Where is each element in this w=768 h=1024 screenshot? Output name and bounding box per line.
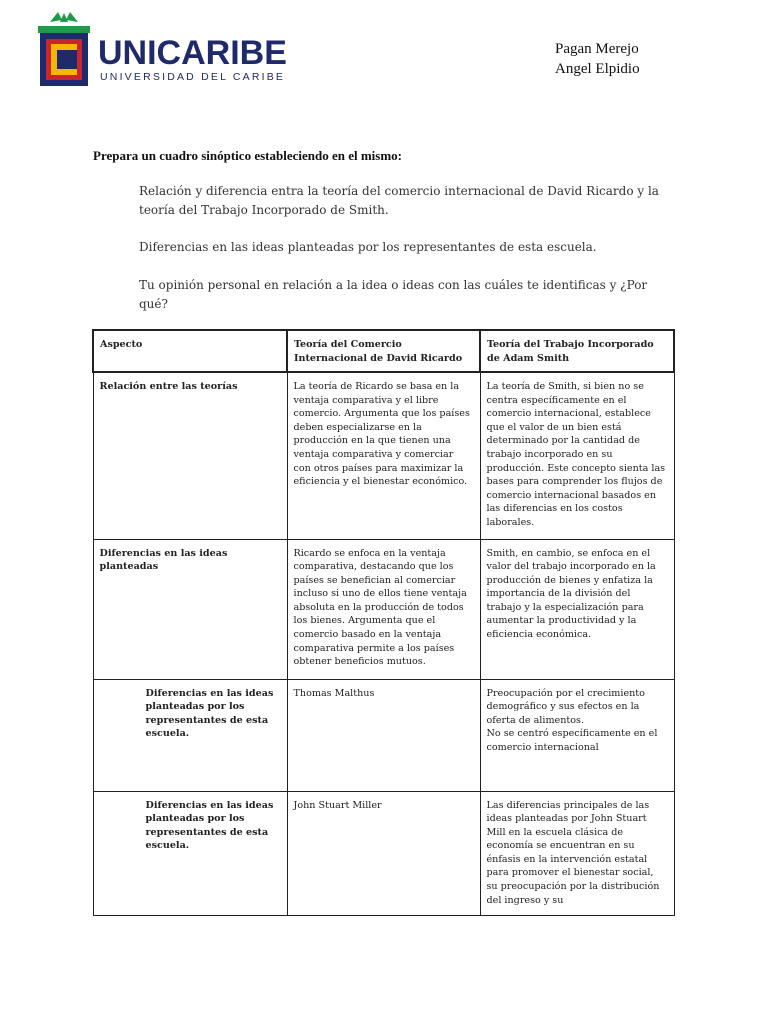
row-ricardo-cell: Thomas Malthus (287, 679, 480, 791)
row-aspect: Relación entre las teorías (93, 372, 287, 539)
table-row (93, 679, 674, 791)
table-row (93, 539, 674, 679)
header-ricardo: Teoría del Comercio Internacional de David Ricardo (287, 330, 480, 372)
table-row (93, 372, 674, 539)
row-smith-cell: Las diferencias principales de las ideas planteadas por John Stuart Mill en la escuela clásica de economía se encuentran en su énfasis en la intervención estatal para promover el bienestar social, su preocupación por la distribución del ingreso y su (480, 791, 674, 915)
header-smith: Teoría del Trabajo Incorporado de Adam Smith (480, 330, 674, 372)
unicaribe-emblem-icon (36, 10, 92, 90)
synoptic-table (92, 329, 675, 916)
unicaribe-logo (36, 10, 296, 90)
row-smith-cell: La teoría de Smith, si bien no se centra específicamente en el comercio internacional, establece que el valor de un bien está determinado por la cantidad de trabajo incorporado en su producción. Este concepto sienta las bases para comprender los flujos de comercio internacional basados en las diferencias en los costos laborales. (480, 372, 674, 539)
instruction-item-2: Diferencias en las ideas planteadas por los representantes de esta escuela. (139, 240, 597, 254)
header-aspect: Aspecto (93, 330, 287, 372)
row-smith-cell: Smith, en cambio, se enfoca en el valor del trabajo incorporado en la producción de bienes y enfatiza la importancia de la división del trabajo y la especialización para aumentar la productividad y la eficiencia económica. (480, 539, 674, 679)
instruction-item-1: Relación y diferencia entra la teoría del comercio internacional de David Ricardo y la teoría del Trabajo Incorporado de Smith. (139, 184, 659, 217)
row-ricardo-cell: La teoría de Ricardo se basa en la ventaja comparativa y el libre comercio. Argumenta que los países deben especializarse en la producción en la que tienen una ventaja comparativa y comerciar con otros países para maximizar la eficiencia y el bienestar económico. (287, 372, 480, 539)
row-aspect: Diferencias en las ideas planteadas por los representantes de esta escuela. (93, 791, 287, 915)
row-aspect: Diferencias en las ideas planteadas por los representantes de esta escuela. (93, 679, 287, 791)
row-ricardo-cell: Ricardo se enfoca en la ventaja comparativa, destacando que los países se benefician al comerciar incluso si uno de ellos tiene ventaja absoluta en la producción de todos los bienes. Argumenta que el comercio basado en la ventaja comparativa permite a los países obtener beneficios mutuos. (287, 539, 480, 679)
instruction-item-3: Tu opinión personal en relación a la idea o ideas con las cuáles te identificas y ¿Por qué? (139, 278, 648, 311)
table-row (93, 791, 674, 915)
row-aspect: Diferencias en las ideas planteadas (93, 539, 287, 679)
logo-name: UNICARIBE (98, 34, 287, 72)
author-line-2: Angel Elpidio (555, 61, 640, 77)
row-smith-cell: Preocupación por el crecimiento demográfico y sus efectos en la oferta de alimentos. No se centró específicamente en el comercio internacional (480, 679, 674, 791)
table-header-row (93, 330, 674, 372)
instructions-title: Prepara un cuadro sinóptico estableciendo en el mismo: (93, 148, 402, 163)
row-ricardo-cell: John Stuart Miller (287, 791, 480, 915)
author-name (555, 39, 640, 79)
logo-subtitle: UNIVERSIDAD DEL CARIBE (100, 71, 286, 83)
author-line-1: Pagan Merejo (555, 41, 639, 57)
